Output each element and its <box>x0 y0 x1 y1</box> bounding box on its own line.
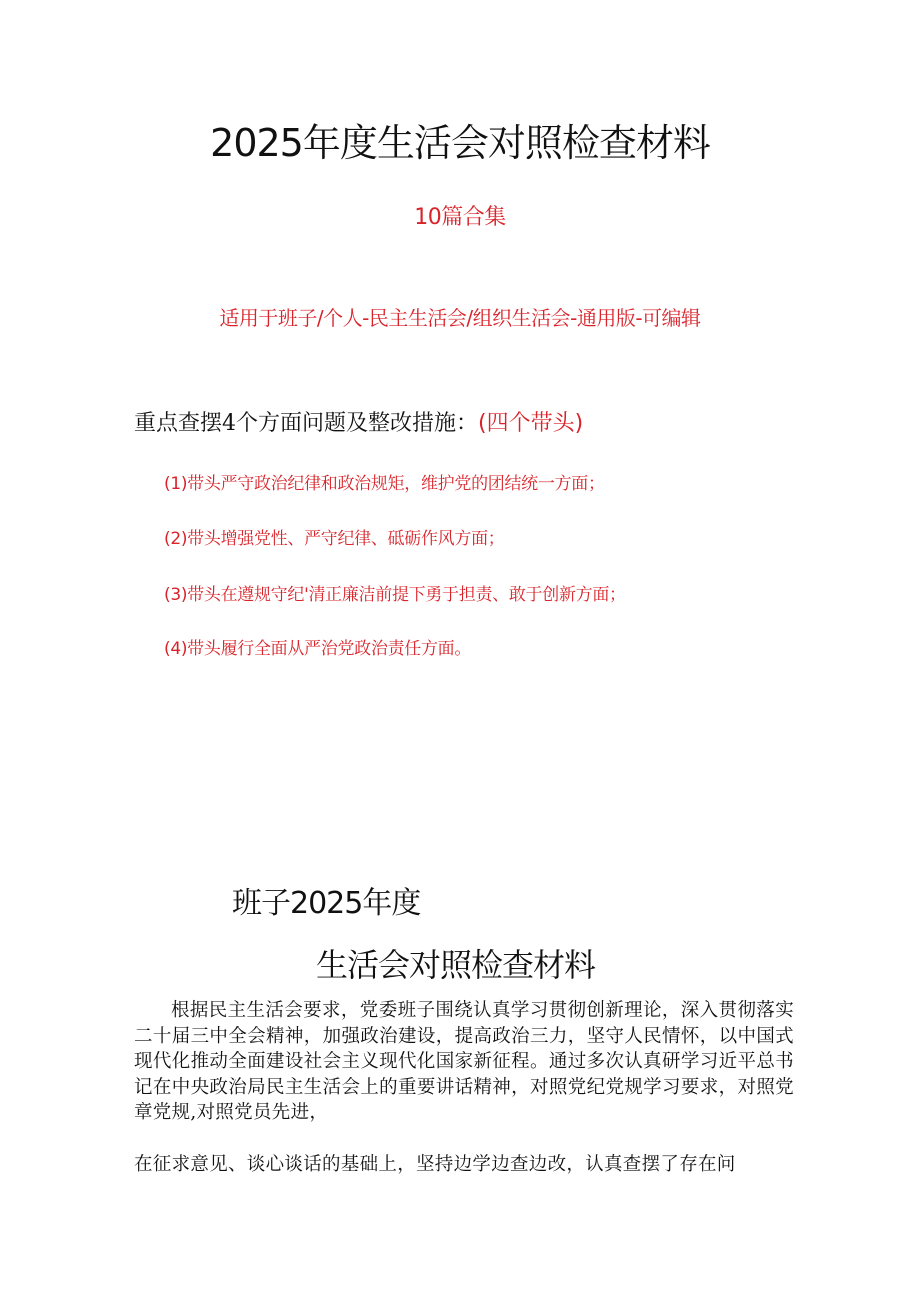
section-title-line-2: 生活会对照检查材料 <box>316 946 596 984</box>
key-point-item: (1)带头严守政治纪律和政治规矩，维护党的团结统一方面； <box>164 474 605 494</box>
body-paragraph: 在征求意见、谈心谈话的基础上，坚持边学边查边改，认真查摆了存在问 <box>134 1154 736 1175</box>
section-title-line-1: 班子2025年度 <box>232 886 421 921</box>
body-paragraph: 根据民主生活会要求，党委班子围绕认真学习贯彻创新理论，深入贯彻落实二十届三中全会精神，加强政治建设，提高政治三力，坚守人民情怀，以中国式现代化推动全面建设社会主义现代化国家新征程。通过多次认真研学习近平总书记在中央政治局民主生活会上的重要讲话精神，对照党纪党规学习要求，对照党章党规,对照党员先进， <box>134 1000 794 1123</box>
usage-note: 适用于班子/个人-民主生活会/组织生活会-通用版-可编辑 <box>219 306 701 330</box>
key-point-item: (4)带头履行全面从严治党政治责任方面。 <box>164 639 472 659</box>
key-point-item: (2)带头增强党性、严守纪律、砥砺作风方面； <box>164 529 505 549</box>
key-points-heading-text: 重点查摆4个方面问题及整改措施： <box>134 411 478 436</box>
document-subtitle: 10篇合集 <box>414 205 506 230</box>
key-point-item: (3)带头在遵规守纪'清正廉洁前提下勇于担责、敢于创新方面； <box>164 585 626 605</box>
document-title: 2025年度生活会对照检查材料 <box>210 121 710 165</box>
key-points-heading-highlight: (四个带头) <box>478 411 584 436</box>
key-points-heading <box>134 406 583 437</box>
